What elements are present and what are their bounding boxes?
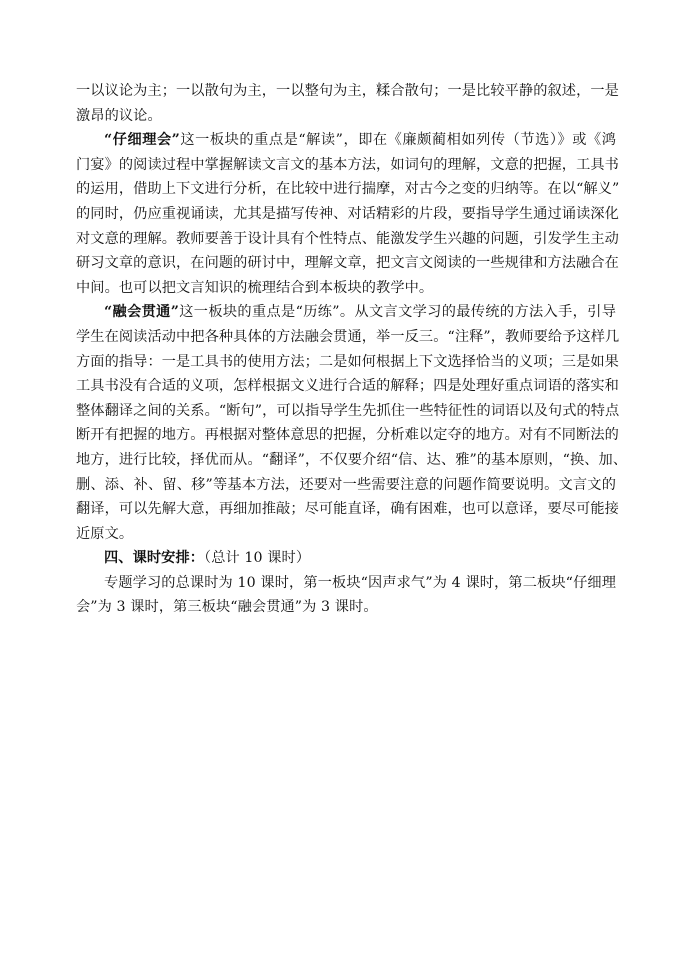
text-line: 方面的指导：一是工具书的使用方法；二是如何根据上下文选择恰当的义项；三是如果	[76, 353, 619, 370]
section-heading-note: （总计 10 课时）	[204, 550, 311, 567]
text-span: 这一板块的重点是“历练”。从文言文学习的最传统的方法入手，引导	[178, 304, 617, 321]
text-line: 门宴》的阅读过程中掌握解读文言文的基本方法，如词句的理解，文意的把握，工具书	[76, 156, 619, 173]
text-line: 整体翻译之间的关系。“断句”，可以指导学生先抓住一些特征性的词语以及句式的特点	[76, 402, 620, 419]
text-line: 激昂的议论。	[76, 107, 162, 124]
text-line: 中间。也可以把文言知识的梳理结合到本板块的教学中。	[76, 279, 434, 296]
text-line: 会”为 3 课时，第三板块“融会贯通”为 3 课时。	[76, 599, 378, 616]
text-line: 对文意的理解。教师要善于设计具有个性特点、能激发学生兴趣的问题，引发学生主动	[76, 230, 619, 247]
text-line: 的同时，仍应重视诵读，尤其是描写传神、对话精彩的片段，要指导学生通过诵读深化	[76, 205, 619, 222]
text-line: 学生在阅读活动中把各种具体的方法融会贯通，举一反三。“注释”，教师要给予这样几	[76, 328, 620, 345]
text-line	[76, 128, 616, 153]
document-page	[76, 79, 628, 620]
text-span: 这一板块的重点是“解读”，即在《廉颇蔺相如列传（节选）》或《鸿	[179, 132, 616, 149]
text-line	[76, 546, 616, 571]
text-line: 翻译，可以先解大意，再细加推敲；尽可能直译，确有困难，也可以意译，要尽可能接	[76, 501, 619, 518]
text-line: 一以议论为主；一以散句为主，一以整句为主，糅合散句；一是比较平静的叙述，一是	[76, 83, 619, 99]
paragraph-2	[76, 300, 628, 546]
text-line: 工具书没有合适的义项，怎样根据文义进行合适的解释；四是处理好重点词语的落实和	[76, 378, 619, 395]
text-line	[76, 300, 616, 325]
paragraph-1	[76, 128, 620, 300]
text-line: 专题学习的总课时为 10 课时，第一板块“因声求气”为 4 课时，第二板块“仔细理	[104, 574, 616, 591]
section-heading	[76, 546, 616, 571]
text-line: 删、添、补、留、移”等基本方法，还要对一些需要注意的问题作简要说明。文言文的	[76, 476, 616, 493]
text-line: 断开有把握的地方。再根据对整体意思的把握，分析难以定夺的地方。对有不同断法的	[76, 427, 619, 444]
text-line: 近原文。	[76, 525, 134, 542]
paragraph-4	[76, 571, 616, 620]
section-heading-title: 四、课时安排：	[104, 550, 205, 567]
paragraph-0	[76, 79, 619, 128]
section-lead-bold: “仔细理会”	[104, 132, 180, 149]
text-line: 地方，进行比较，择优而从。“翻译”，不仅要介绍“信、达、雅”的基本原则，“换、加、	[76, 451, 628, 468]
section-lead-bold: “融会贯通”	[104, 304, 179, 321]
text-line: 研习文章的意识，在问题的研讨中，理解文章，把文言文阅读的一些规律和方法融合在	[76, 255, 619, 272]
text-line: 的运用，借助上下文进行分析，在比较中进行揣摩，对古今之变的归纳等。在以“解义”	[76, 181, 620, 198]
